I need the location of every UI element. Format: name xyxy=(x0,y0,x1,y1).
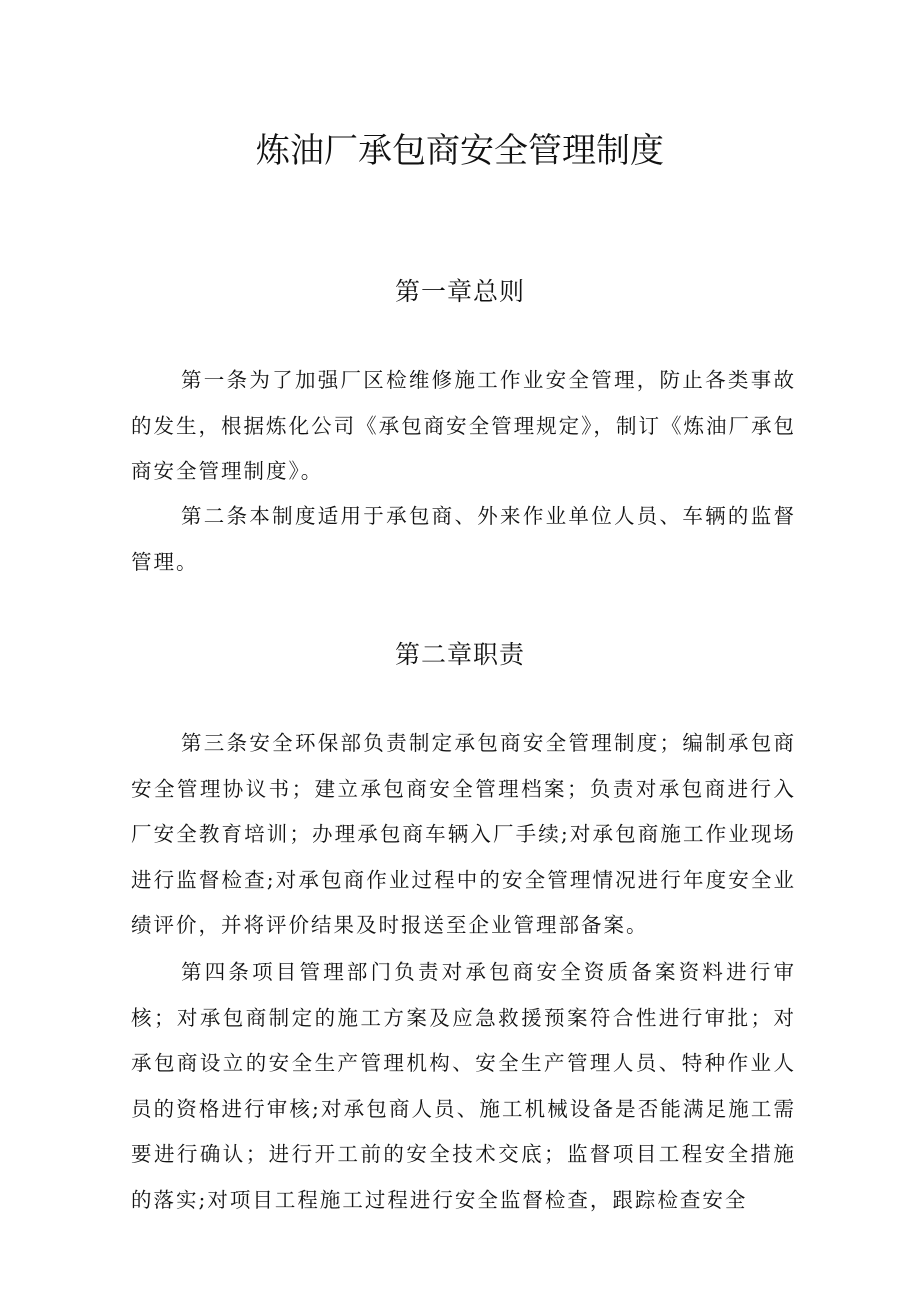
article-4: 第四条项目管理部门负责对承包商安全资质备案资料进行审核；对承包商制定的施工方案及应急救援预案符合性进行审批；对承包商设立的安全生产管理机构、安全生产管理人员、特种作业人员的资格进行审核;对承包商人员、施工机械设备是否能满足施工需要进行确认；进行开工前的安全技术交底；监督项目工程安全措施的落实;对项目工程施工过程进行安全监督检查，跟踪检查安全 xyxy=(131,960,796,1212)
chapter-1-heading: 第一章总则 xyxy=(394,277,525,306)
article-1: 第一条为了加强厂区检维修施工作业安全管理，防止各类事故的发生，根据炼化公司《承包商安全管理规定》，制订《炼油厂承包商安全管理制度》。 xyxy=(131,368,796,483)
article-2: 第二条本制度适用于承包商、外来作业单位人员、车辆的监督管理。 xyxy=(131,504,796,574)
article-3: 第三条安全环保部负责制定承包商安全管理制度；编制承包商安全管理协议书；建立承包商安全管理档案；负责对承包商进行入厂安全教育培训；办理承包商车辆入厂手续;对承包商施工作业现场进行监督检查;对承包商作业过程中的安全管理情况进行年度安全业绩评价，并将评价结果及时报送至企业管理部备案。 xyxy=(131,731,796,937)
chapter-2-heading: 第二章职责 xyxy=(394,640,525,669)
document-title: 炼油厂承包商安全管理制度 xyxy=(256,131,664,171)
